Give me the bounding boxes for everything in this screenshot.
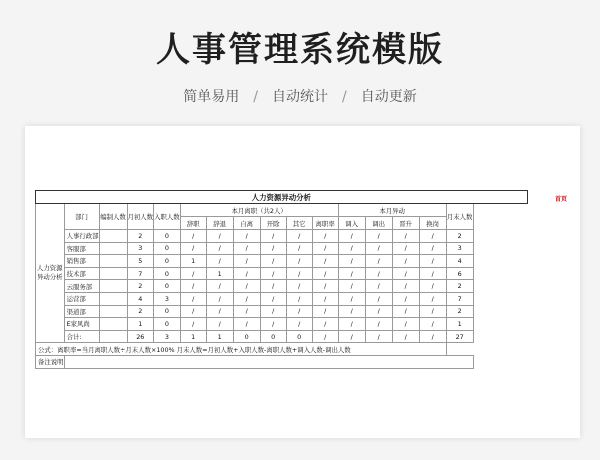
data-cell: / xyxy=(206,230,233,243)
data-cell: / xyxy=(365,267,392,280)
blank-cell xyxy=(473,305,527,318)
table-row xyxy=(36,292,528,305)
col-header-move-3: 换岗 xyxy=(419,217,446,230)
table-row xyxy=(36,242,528,255)
data-cell: / xyxy=(286,230,312,243)
home-link[interactable]: 首页 xyxy=(555,196,568,203)
data-cell: / xyxy=(206,280,233,293)
formula-row xyxy=(36,343,528,356)
col-header-move-1: 调出 xyxy=(365,217,392,230)
data-cell: / xyxy=(338,255,365,268)
data-cell: / xyxy=(260,230,286,243)
data-cell: / xyxy=(286,280,312,293)
col-header-leave-2: 自离 xyxy=(233,217,260,230)
data-cell: / xyxy=(365,318,392,331)
data-cell: / xyxy=(392,305,419,318)
data-cell: / xyxy=(365,280,392,293)
data-cell: / xyxy=(286,305,312,318)
data-cell: 1 xyxy=(206,267,233,280)
data-cell: 0 xyxy=(154,267,181,280)
data-cell: / xyxy=(233,292,260,305)
data-cell xyxy=(99,230,127,243)
data-cell: / xyxy=(260,305,286,318)
data-cell: / xyxy=(286,255,312,268)
data-cell: 0 xyxy=(233,330,260,343)
data-cell xyxy=(99,318,127,331)
data-cell: 6 xyxy=(446,267,473,280)
data-cell: / xyxy=(286,267,312,280)
data-cell: / xyxy=(312,318,338,331)
blank-cell xyxy=(473,230,527,243)
table-title: 人力资源异动分析 xyxy=(36,191,528,204)
data-cell: 4 xyxy=(127,292,154,305)
data-cell: / xyxy=(286,318,312,331)
data-cell: / xyxy=(206,242,233,255)
data-cell: 1 xyxy=(446,318,473,331)
data-cell: 1 xyxy=(180,330,206,343)
data-cell: / xyxy=(419,330,446,343)
data-cell: / xyxy=(419,267,446,280)
data-cell: / xyxy=(392,267,419,280)
table-row xyxy=(36,255,528,268)
data-cell: 26 xyxy=(127,330,154,343)
notes-field[interactable] xyxy=(64,355,473,368)
data-cell: / xyxy=(338,330,365,343)
col-header-joined: 入职人数 xyxy=(154,204,181,230)
data-cell: / xyxy=(419,230,446,243)
data-cell: 0 xyxy=(286,330,312,343)
data-cell: / xyxy=(206,255,233,268)
data-cell: / xyxy=(233,267,260,280)
col-header-headcount: 编制人数 xyxy=(99,204,127,230)
separator: / xyxy=(342,89,347,105)
data-cell: / xyxy=(233,242,260,255)
data-cell: 0 xyxy=(260,330,286,343)
data-cell: / xyxy=(312,292,338,305)
data-cell: 5 xyxy=(127,255,154,268)
col-header-leave-1: 辞退 xyxy=(206,217,233,230)
blank-cell xyxy=(473,242,527,255)
hr-analysis-table xyxy=(35,190,528,369)
data-cell: / xyxy=(365,255,392,268)
blank-cell xyxy=(473,255,527,268)
data-cell: / xyxy=(312,230,338,243)
data-cell: / xyxy=(392,242,419,255)
data-cell: / xyxy=(180,280,206,293)
blank-cell xyxy=(473,330,527,343)
data-cell: / xyxy=(180,305,206,318)
data-cell xyxy=(99,330,127,343)
data-cell: / xyxy=(260,280,286,293)
data-cell: / xyxy=(338,230,365,243)
table-row xyxy=(36,318,528,331)
data-cell: / xyxy=(365,242,392,255)
dept-cell: E家风尚 xyxy=(64,318,99,331)
data-cell: 7 xyxy=(446,292,473,305)
data-cell: 0 xyxy=(154,230,181,243)
data-cell: / xyxy=(419,280,446,293)
col-group-move: 本月异动 xyxy=(338,204,446,217)
page-title: 人事管理系统模版 xyxy=(156,30,444,70)
data-cell: / xyxy=(286,242,312,255)
data-cell: / xyxy=(233,280,260,293)
data-cell xyxy=(99,255,127,268)
data-cell: / xyxy=(312,330,338,343)
data-cell: / xyxy=(286,292,312,305)
data-cell: / xyxy=(206,305,233,318)
data-cell: / xyxy=(338,292,365,305)
data-cell: / xyxy=(365,330,392,343)
col-header-leave-0: 辞职 xyxy=(180,217,206,230)
table-row xyxy=(36,230,528,243)
spreadsheet-preview xyxy=(25,126,580,438)
data-cell: / xyxy=(312,255,338,268)
blank-cell xyxy=(446,343,473,356)
data-cell: 2 xyxy=(127,280,154,293)
data-cell xyxy=(99,242,127,255)
col-header-dept: 部门 xyxy=(64,204,99,230)
feature-easy: 简单易用 xyxy=(183,89,240,105)
data-cell xyxy=(99,267,127,280)
formula-text: 公式：离职率=当月离职人数÷月末人数×100% 月末人数=月初人数+入职人数-离职人数+调入人数-调出人数 xyxy=(36,343,447,356)
data-cell: / xyxy=(233,318,260,331)
dept-cell: 渠道部 xyxy=(64,305,99,318)
data-cell: / xyxy=(365,230,392,243)
blank-cell xyxy=(473,318,527,331)
data-cell: 4 xyxy=(446,255,473,268)
data-cell: 3 xyxy=(127,242,154,255)
feature-tagline xyxy=(0,86,600,106)
data-cell: / xyxy=(312,267,338,280)
data-cell: / xyxy=(338,267,365,280)
data-cell: / xyxy=(338,242,365,255)
data-cell: 0 xyxy=(154,255,181,268)
data-cell: 2 xyxy=(446,230,473,243)
data-cell xyxy=(99,292,127,305)
data-cell: 0 xyxy=(154,305,181,318)
blank-cell xyxy=(473,355,527,368)
data-cell: / xyxy=(312,242,338,255)
data-cell: / xyxy=(233,305,260,318)
data-cell: / xyxy=(365,292,392,305)
data-cell: / xyxy=(419,292,446,305)
data-cell: 27 xyxy=(446,330,473,343)
blank-cell xyxy=(473,292,527,305)
data-cell: / xyxy=(419,255,446,268)
data-cell xyxy=(99,280,127,293)
data-cell: / xyxy=(392,292,419,305)
data-cell: / xyxy=(392,255,419,268)
table-row xyxy=(36,280,528,293)
blank-cell xyxy=(473,204,527,230)
col-header-leave-3: 开除 xyxy=(260,217,286,230)
data-cell: / xyxy=(260,242,286,255)
table-row xyxy=(36,330,528,343)
data-cell: / xyxy=(392,280,419,293)
blank-cell xyxy=(473,280,527,293)
data-cell: / xyxy=(338,305,365,318)
data-cell: / xyxy=(392,230,419,243)
blank-cell xyxy=(473,267,527,280)
data-cell: 3 xyxy=(446,242,473,255)
col-group-leave: 本月离职（共2人） xyxy=(180,204,338,217)
data-cell: 0 xyxy=(154,280,181,293)
data-cell: / xyxy=(180,267,206,280)
data-cell: / xyxy=(338,318,365,331)
dept-cell: 技术部 xyxy=(64,267,99,280)
data-cell: / xyxy=(206,292,233,305)
data-cell: / xyxy=(233,255,260,268)
dept-cell: 客服部 xyxy=(64,242,99,255)
data-cell: / xyxy=(312,280,338,293)
data-cell: / xyxy=(180,242,206,255)
data-cell: 7 xyxy=(127,267,154,280)
feature-auto-update: 自动更新 xyxy=(360,89,417,105)
col-header-month-end: 月末人数 xyxy=(446,204,473,230)
data-cell: 0 xyxy=(154,242,181,255)
data-cell: / xyxy=(338,280,365,293)
dept-cell: 销售部 xyxy=(64,255,99,268)
data-cell: 1 xyxy=(127,318,154,331)
data-cell: 1 xyxy=(206,330,233,343)
dept-cell: 运营部 xyxy=(64,292,99,305)
col-header-leave-5: 离职率 xyxy=(312,217,338,230)
data-cell: / xyxy=(260,292,286,305)
data-cell: / xyxy=(392,330,419,343)
table-row xyxy=(36,267,528,280)
data-cell: 3 xyxy=(154,292,181,305)
data-cell: / xyxy=(365,305,392,318)
dept-cell: 人事行政部 xyxy=(64,230,99,243)
data-cell: / xyxy=(419,242,446,255)
data-cell: / xyxy=(419,318,446,331)
notes-row xyxy=(36,355,528,368)
data-cell: / xyxy=(392,318,419,331)
data-cell: / xyxy=(260,255,286,268)
dept-cell: 合计: xyxy=(64,330,99,343)
data-cell: 2 xyxy=(446,305,473,318)
data-cell: 2 xyxy=(127,230,154,243)
data-cell: 0 xyxy=(154,318,181,331)
side-label: 人力资源异动分析 xyxy=(36,204,65,343)
data-cell: / xyxy=(312,305,338,318)
separator: / xyxy=(253,89,258,105)
data-cell: 2 xyxy=(127,305,154,318)
col-header-month-start: 月初人数 xyxy=(127,204,154,230)
data-cell: 2 xyxy=(446,280,473,293)
data-cell: / xyxy=(233,230,260,243)
data-cell: / xyxy=(260,267,286,280)
data-cell: 3 xyxy=(154,330,181,343)
data-cell: / xyxy=(180,318,206,331)
notes-label: 备注说明 xyxy=(36,355,65,368)
data-cell: / xyxy=(180,292,206,305)
data-cell: / xyxy=(419,305,446,318)
data-cell: / xyxy=(180,230,206,243)
table-row xyxy=(36,305,528,318)
data-cell: / xyxy=(260,318,286,331)
col-header-move-2: 晋升 xyxy=(392,217,419,230)
feature-auto-stats: 自动统计 xyxy=(272,89,328,105)
col-header-leave-4: 其它 xyxy=(286,217,312,230)
data-cell xyxy=(99,305,127,318)
col-header-move-0: 调入 xyxy=(338,217,365,230)
data-cell: 1 xyxy=(180,255,206,268)
data-cell: / xyxy=(206,318,233,331)
dept-cell: 云服务部 xyxy=(64,280,99,293)
